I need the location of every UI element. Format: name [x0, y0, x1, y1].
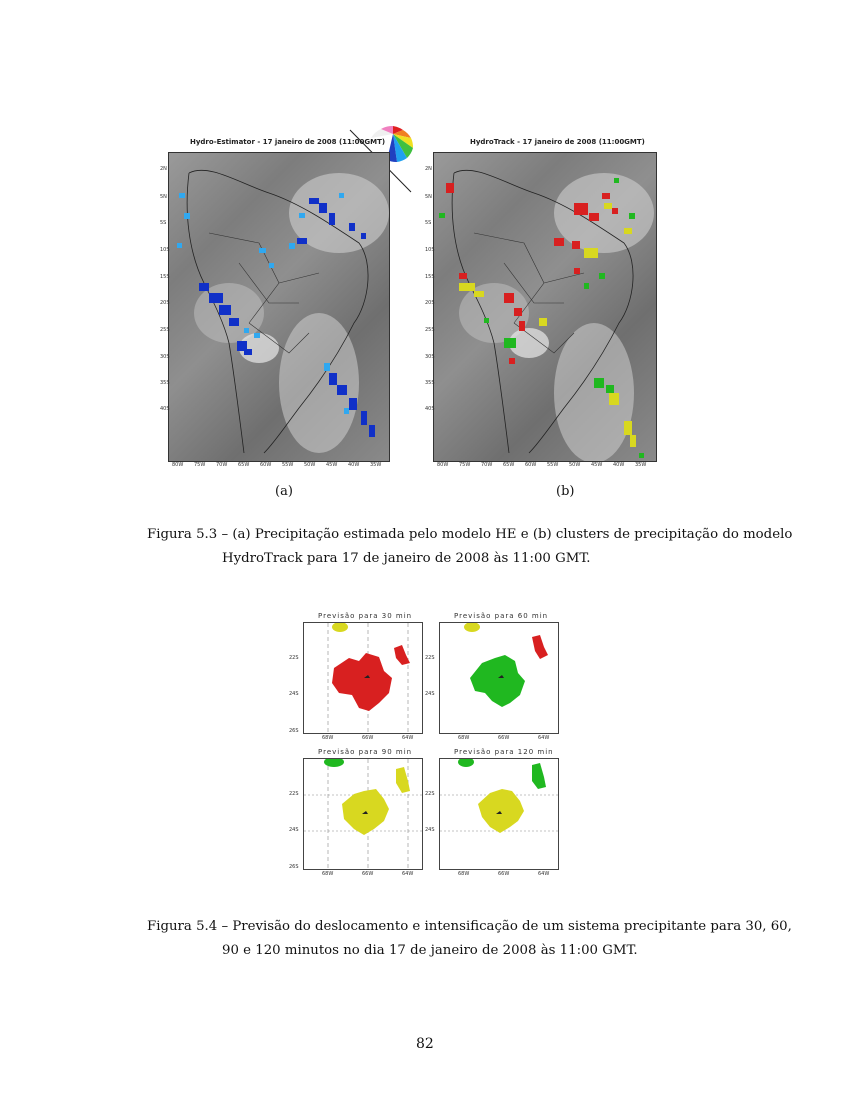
lon-tick: 40W	[613, 462, 625, 468]
lat-tick: 22S	[289, 655, 299, 661]
lat-tick: 22S	[289, 791, 299, 797]
lat-tick: 20S	[425, 300, 435, 306]
lat-tick: 5N	[425, 194, 432, 200]
lon-tick: 68W	[458, 735, 470, 741]
lon-tick: 45W	[326, 462, 338, 468]
lon-tick: 68W	[322, 735, 334, 741]
lat-tick: 24S	[289, 827, 299, 833]
lat-tick: 15S	[425, 274, 435, 280]
lat-tick: 24S	[425, 827, 435, 833]
lon-tick: 75W	[459, 462, 471, 468]
forecast-panel-title: Previsão para 120 min	[454, 748, 554, 756]
lat-tick: 40S	[160, 406, 170, 412]
figure-caption-line-1: Figura 5.3 – (a) Precipitação estimada pelo modelo HE e (b) clusters de precipitação do modelo	[147, 527, 793, 542]
lat-tick: 30S	[160, 354, 170, 360]
lat-tick: 2N	[160, 166, 167, 172]
lon-tick: 65W	[238, 462, 250, 468]
subfigure-label-b: (b)	[556, 484, 575, 499]
figure-caption-line-1: Figura 5.4 – Previsão do deslocamento e intensificação de um sistema precipitante para 30, 60,	[147, 919, 792, 934]
lat-tick: 10S	[425, 247, 435, 253]
page-number: 82	[416, 1036, 434, 1052]
forecast-panel-title: Previsão para 30 min	[318, 612, 413, 620]
hydrotrack-map	[433, 152, 657, 462]
lon-tick: 64W	[538, 871, 550, 877]
lon-tick: 66W	[362, 735, 374, 741]
lon-tick: 66W	[498, 871, 510, 877]
lon-tick: 64W	[538, 735, 550, 741]
lat-tick: 25S	[160, 327, 170, 333]
lat-tick: 15S	[160, 274, 170, 280]
lat-tick: 5S	[160, 220, 167, 226]
forecast-panel-90-min	[303, 758, 423, 870]
forecast-panel-60-min	[439, 622, 559, 734]
lat-tick: 24S	[289, 691, 299, 697]
figure-caption-line-2: 90 e 120 minutos no dia 17 de janeiro de 2008 às 11:00 GMT.	[222, 943, 638, 958]
lon-tick: 80W	[437, 462, 449, 468]
lat-tick: 35S	[160, 380, 170, 386]
figure-caption-line-2: HydroTrack para 17 de janeiro de 2008 às 11:00 GMT.	[222, 551, 591, 566]
lat-tick: 35S	[425, 380, 435, 386]
lon-tick: 75W	[194, 462, 206, 468]
forecast-panel-120-min	[439, 758, 559, 870]
lat-tick: 25S	[425, 327, 435, 333]
lat-tick: 26S	[289, 728, 299, 734]
forecast-panel-title: Previsão para 60 min	[454, 612, 549, 620]
lat-tick: 5N	[160, 194, 167, 200]
lon-tick: 68W	[458, 871, 470, 877]
lon-tick: 50W	[569, 462, 581, 468]
lat-tick: 22S	[425, 791, 435, 797]
lon-tick: 35W	[635, 462, 647, 468]
lat-tick: 26S	[289, 864, 299, 870]
lat-tick: 20S	[160, 300, 170, 306]
lon-tick: 45W	[591, 462, 603, 468]
lon-tick: 70W	[481, 462, 493, 468]
lat-tick: 5S	[425, 220, 432, 226]
lon-tick: 55W	[282, 462, 294, 468]
lon-tick: 50W	[304, 462, 316, 468]
lon-tick: 40W	[348, 462, 360, 468]
forecast-panel-title: Previsão para 90 min	[318, 748, 413, 756]
lat-tick: 24S	[425, 691, 435, 697]
forecast-panel-30-min	[303, 622, 423, 734]
hydro-estimator-map	[168, 152, 390, 462]
lat-tick: 30S	[425, 354, 435, 360]
lon-tick: 64W	[402, 871, 414, 877]
subfigure-label-a: (a)	[275, 484, 293, 499]
lat-tick: 22S	[425, 655, 435, 661]
lon-tick: 60W	[260, 462, 272, 468]
lon-tick: 68W	[322, 871, 334, 877]
lon-tick: 60W	[525, 462, 537, 468]
panel-a-title: Hydro-Estimator - 17 janeiro de 2008 (11:00GMT)	[190, 138, 386, 146]
lon-tick: 66W	[498, 735, 510, 741]
lon-tick: 35W	[370, 462, 382, 468]
lat-tick: 2N	[425, 166, 432, 172]
lon-tick: 65W	[503, 462, 515, 468]
lon-tick: 66W	[362, 871, 374, 877]
lat-tick: 40S	[425, 406, 435, 412]
lon-tick: 55W	[547, 462, 559, 468]
lat-tick: 10S	[160, 247, 170, 253]
panel-b-title: HydroTrack - 17 janeiro de 2008 (11:00GMT)	[470, 138, 645, 146]
lon-tick: 70W	[216, 462, 228, 468]
lon-tick: 80W	[172, 462, 184, 468]
lon-tick: 64W	[402, 735, 414, 741]
